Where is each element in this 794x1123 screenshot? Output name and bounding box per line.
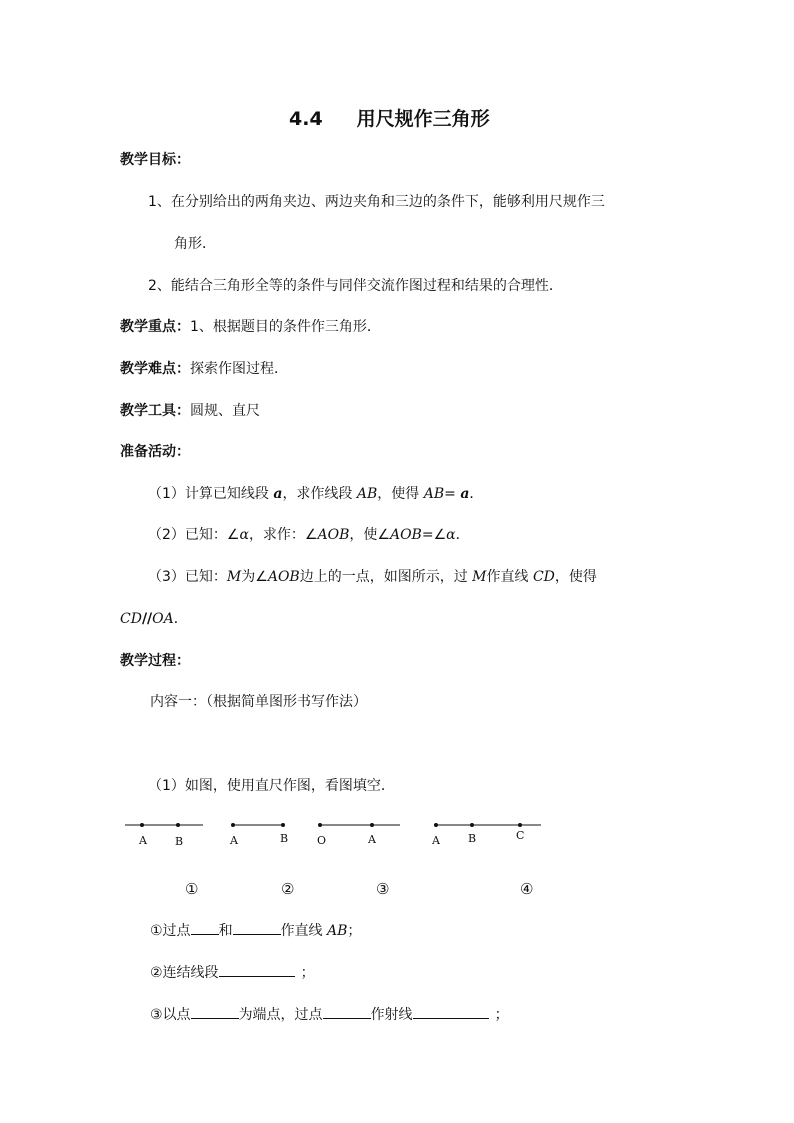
q2-text-b: ，求作：∠ <box>248 527 318 543</box>
figure-caption-2: ② <box>281 880 295 898</box>
figure-4-point-a <box>434 823 438 827</box>
prep-heading: 准备活动： <box>120 444 190 460</box>
fill-2-text-b: ； <box>300 965 315 981</box>
fill-1-blank-1[interactable] <box>191 920 219 935</box>
q3-text-a: （3）已知： <box>148 569 227 585</box>
fill-3-text-b: 为端点，过点 <box>238 1007 323 1023</box>
q3-text-d: 作直线 <box>486 569 533 585</box>
q2-text-a: （2）已知：∠ <box>148 527 240 543</box>
q3-cd: CD <box>532 569 555 585</box>
figure-1-point-a <box>140 823 144 827</box>
fill-1-blank-2[interactable] <box>233 920 281 935</box>
key-point <box>120 317 381 337</box>
q3-line2-cd: CD <box>120 611 142 627</box>
q2-text-c: ，使∠ <box>349 527 390 543</box>
figure-caption-1: ① <box>185 880 199 898</box>
fill-1-text-d: ； <box>347 923 362 939</box>
q1-seg: AB <box>356 486 378 502</box>
figure-1-line <box>125 823 203 848</box>
q1-var-a: a <box>273 486 283 502</box>
figure-3-point-a <box>370 823 374 827</box>
figure-4-label-c: C <box>516 829 525 842</box>
q1-text-b: ，求作线段 <box>282 486 357 502</box>
page-title <box>289 106 490 132</box>
difficulty-label: 教学难点： <box>120 361 190 377</box>
figure-2-point-a <box>231 823 235 827</box>
difficulty-text: 探索作图过程． <box>190 361 288 377</box>
tools-text: 圆规、直尺 <box>190 403 260 419</box>
fill-3-blank-2[interactable] <box>323 1004 371 1019</box>
fill-1-text-c: 作直线 <box>280 923 328 939</box>
title-text: 用尺规作三角形 <box>356 108 490 130</box>
q2-alpha: α <box>239 527 249 543</box>
figure-1-label-a: A <box>139 834 147 847</box>
line-figures <box>0 810 794 850</box>
figure-3-point-o <box>318 823 322 827</box>
q1-var-a2: a <box>460 486 470 502</box>
fill-2-blank-1[interactable] <box>219 962 295 977</box>
figure-4-label-a: A <box>432 834 440 847</box>
q2-alpha2: α <box>446 527 456 543</box>
q2-text-e: ． <box>455 527 470 543</box>
process-heading: 教学过程： <box>120 653 190 669</box>
q1-eq: AB= <box>423 486 461 502</box>
q1-text-d: ． <box>469 486 484 502</box>
figure-4-ray <box>431 823 541 847</box>
prep-question-3 <box>148 567 597 587</box>
q3-m2: M <box>472 569 487 585</box>
fill-1-text-a: ①过点 <box>150 923 191 939</box>
objective-item-1-line-1: 1、在分别给出的两角夹边、两边夹角和三边的条件下，能够利用尺规作三 <box>148 194 605 210</box>
process-content-1: 内容一：（根据简单图形书写作法） <box>150 694 367 710</box>
q3-aob: AOB <box>267 569 300 585</box>
prep-question-2 <box>148 525 470 545</box>
q3-text-c: 边上的一点，如图所示，过 <box>299 569 473 585</box>
fill-3-text-a: ③以点 <box>150 1007 191 1023</box>
figure-3-ray <box>317 823 400 847</box>
figure-3-label-o: O <box>317 834 327 847</box>
figure-4-label-b: B <box>468 832 477 845</box>
figure-1-point-b <box>176 823 180 827</box>
figure-caption-3: ③ <box>376 880 390 898</box>
q2-aob2: AOB <box>389 527 422 543</box>
objective-item-2: 2、能结合三角形全等的条件与同伴交流作图过程和结果的合理性． <box>148 278 563 294</box>
prep-question-3-line-2 <box>120 609 188 629</box>
q3-line2-parallel: // <box>141 611 153 627</box>
tools <box>120 401 260 421</box>
figure-4-point-b <box>470 823 474 827</box>
q2-aob: AOB <box>317 527 350 543</box>
q1-text-a: （1）计算已知线段 <box>148 486 274 502</box>
q3-text-e: ，使得 <box>554 569 597 585</box>
q3-m: M <box>226 569 242 585</box>
q1-text-c: ，使得 <box>377 486 424 502</box>
difficulty <box>120 359 288 379</box>
figure-4-point-c <box>518 823 522 827</box>
tools-label: 教学工具： <box>120 403 190 419</box>
figure-1-label-b: B <box>175 835 184 848</box>
fill-1-text-b: 和 <box>218 923 233 939</box>
figure-2-label-a: A <box>230 834 238 847</box>
prep-question-1 <box>148 484 483 504</box>
objectives-heading: 教学目标： <box>120 152 190 168</box>
key-point-text: 1、根据题目的条件作三角形． <box>190 319 381 335</box>
figure-2-label-b: B <box>280 832 289 845</box>
figure-caption-4: ④ <box>520 880 534 898</box>
fill-line-3 <box>150 1004 509 1025</box>
objective-item-1-line-2: 角形． <box>174 236 216 252</box>
key-point-label: 教学重点： <box>120 319 190 335</box>
q3-text-b: 为∠ <box>241 569 268 585</box>
section-number: 4.4 <box>289 108 323 130</box>
q3-line2-end: ． <box>173 611 188 627</box>
figure-2-point-b <box>281 823 285 827</box>
fill-line-1 <box>150 920 361 941</box>
fill-3-text-d: ； <box>494 1007 509 1023</box>
q2-text-d: =∠ <box>421 527 447 543</box>
figure-2-segment <box>229 823 288 847</box>
fill-3-text-c: 作射线 <box>370 1007 413 1023</box>
fill-2-text-a: ②连结线段 <box>150 965 219 981</box>
fill-1-ab: AB <box>327 923 348 939</box>
q3-line2-oa: OA <box>152 611 174 627</box>
fill-3-blank-3[interactable] <box>413 1004 489 1019</box>
fill-line-2 <box>150 962 315 983</box>
fill-3-blank-1[interactable] <box>191 1004 239 1019</box>
process-question-1: （1）如图，使用直尺作图，看图填空． <box>148 778 395 794</box>
figure-3-label-a: A <box>368 833 376 846</box>
